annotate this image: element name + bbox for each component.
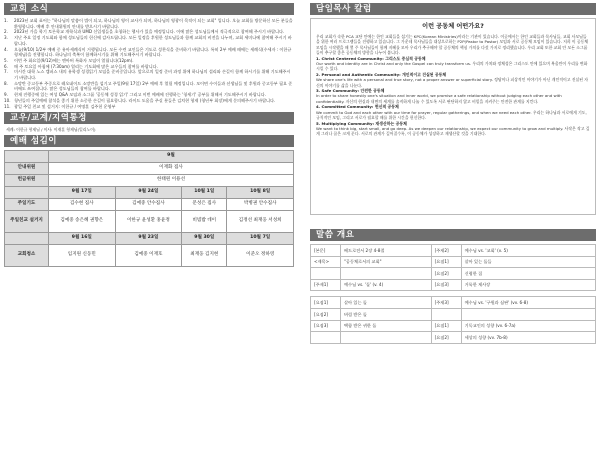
news-item-text: 미시간 대학 노스 캠퍼스 내의 유학생 성경읽기 모임을 준비중입니다. 앞으로의 일정 준비 과정 위에 하나님의 섭리와 손길이 함께 하시기를 위해 기도해주시기 바랍니다. [14, 69, 291, 81]
usher-label: 안내위원 [5, 162, 49, 174]
date-cell: 9월 30일 [182, 232, 227, 244]
news-item-text: 현재 진행중에 있는 여성 Q&A 모임과 소그룹 '공동체 성경 읽기' 그리고 이번 예배에 진행하는 '청세기' 공부를 위해서 기도해주시기 바랍니다. [14, 92, 266, 98]
sermon-key: [주제2] [431, 245, 461, 257]
news-item-text: 지난 주요 일정 기도회와 함께 성도님들의 헌신에 감사드립니다. 모든 일정을 후원한 성도님들과 함께 교회의 비전을 나누며, 교회 세미나에 참여해 주시기 바랍니다. [14, 35, 292, 46]
offering-value: 한태원 이용선 [49, 174, 294, 186]
sermon-value: 신령한 집 [461, 268, 595, 280]
sermon-key: [요점2] [311, 308, 341, 320]
sermon-value: 세상의 성향 (vv. 7b-8) [461, 332, 595, 344]
dishes-cell: 이한규 윤성환 홍윤정 [115, 210, 182, 232]
column-point-heading: 5. Multiplying Community: 재생산하는 공동체 [316, 120, 407, 126]
sermon-value: 살아 있는 돌 [341, 297, 432, 309]
news-list [4, 18, 294, 109]
members-header: 교우/교계/지역통정 [4, 112, 294, 124]
sermon-header: 말씀 개요 [310, 229, 596, 241]
news-item-number: 9. [4, 92, 8, 98]
sermon-row [311, 308, 596, 320]
sermon-key: [주제3] [431, 297, 461, 309]
column-point-heading: 4. Committed Community: 헌신적 공동체 [316, 104, 399, 110]
sermon-key: [요점3] [431, 279, 461, 291]
dishes-cell: 김정선 최재웅 서성희 [227, 210, 294, 232]
sermon-row [311, 256, 596, 268]
sermon-table [310, 244, 596, 344]
members-text: 세례: 이한규 형제님 / 이사: 이재훈 형제님(일리노이) [6, 127, 96, 133]
date-cell: 9월 17일 [49, 186, 116, 198]
sermon-value: 택함 받은 귀한 돌 [341, 320, 432, 332]
offering-label: 헌금위원 [5, 174, 49, 186]
news-item-text: 이번 주 화요일(9/12)에는 엔아버 특화자 모임이 열립니다(12pm). [14, 57, 134, 63]
column-point-text: Our worth and identity are in Christ and only the Gospel can truly transform us. 우리의 가치와 정체성은 그리스도 안에 있으며 복음만이 우리를 변화시킬 수 있다. [316, 61, 588, 72]
news-item [4, 18, 294, 29]
prayer-cell: 김예중 안수집사 [115, 198, 182, 210]
news-item-text: 2023년 가을 학기 토론학교 개학식과 UMD 신입생들을 초청하는 행사가 있을 예정입니다. 이에 많은 성도님들께서 적극적으로 참여해 주시기 바랍니다. [14, 29, 285, 35]
news-item-number: 7. [4, 69, 8, 75]
column-point-heading: 1. Christ Centered Community: 그리스도 중심적 공동체 [316, 55, 426, 61]
sermon-key: [요점2] [431, 268, 461, 280]
sermon-value: "공동체로서의 교회" [341, 256, 432, 268]
sermon-key: [요점1] [431, 256, 461, 268]
sermon-row [311, 279, 596, 291]
news-item-text: 매 주 토요일 아침에 (7:30am) 열리는 기도회에 많은 교우들의 참여를 바랍니다. [14, 63, 158, 69]
sermon-value [341, 268, 432, 280]
date-cell: 10월 1일 [182, 186, 227, 198]
schedule-blank [5, 186, 49, 198]
sermon-value: 기독교인의 성향 (vv. 6-7a) [461, 320, 595, 332]
prayer-cell: 박병권 안수집사 [227, 198, 294, 210]
dishes-cell: 비빔밥 데이 [182, 210, 227, 232]
prayer-cell: 문성은 집사 [182, 198, 227, 210]
sermon-key: [주제1] [311, 279, 341, 291]
sermon-key: [요점1] [431, 320, 461, 332]
column-point-text: We share one's life with a personal and true story, not a proper answer or superficial story. 정답이나 피상적인 이야기가 아닌 개인적이고 진실된 자신의 이야기를 삶을 나눈다. [316, 77, 588, 88]
news-item-number: 3. [4, 35, 8, 41]
cleaning-cell: 임지원 신동민 [49, 244, 116, 266]
sermon-value: 예수님 vs. '구원과 심판' (vv. 6-8) [461, 297, 595, 309]
date-cell: 9월 23일 [115, 232, 182, 244]
cleaning-label: 교회청소 [5, 244, 49, 266]
news-item-text: 광일 주일 친교 및 설거지: 이한규 / 여명훈 김주헌 운영부 [14, 103, 116, 109]
news-item-number: 5. [4, 57, 8, 63]
prayer-label: 주일기도 [5, 198, 49, 210]
date-cell: 10월 7일 [227, 232, 294, 244]
schedule-blank [5, 232, 49, 244]
column-header: 담임목사 칼럼 [310, 3, 596, 15]
schedule-corner [5, 150, 49, 162]
sermon-row [311, 268, 596, 280]
cleaning-cell: 김예중 이재호 [115, 244, 182, 266]
column-point-text: In order to share honestly one's situation and inner world, we promise a safe relationship without judging each other and with confidentiality. 자신의 현실과 내면의 세계를 솔직하게 나눌 수 있도록 서로 판단하지 않고 비밀을 지켜주는 안전한 관계를 지킨다. [316, 93, 562, 104]
cleaning-cell: 최재웅 김지현 [182, 244, 227, 266]
date-cell: 9월 16일 [49, 232, 116, 244]
sermon-row [311, 320, 596, 332]
news-item [4, 35, 294, 46]
sermon-value [461, 308, 595, 320]
column-heading: 이런 공동체 어떤가요? [422, 23, 484, 30]
date-cell: 10월 8일 [227, 186, 294, 198]
sermon-value: 예수님 vs. '돌' (v. 4) [341, 279, 432, 291]
sermon-row [311, 245, 596, 257]
sermon-value: 예수님 vs. '교회' (v. 5) [461, 245, 595, 257]
news-item-text: 청년들의 주일예배 참석을 좋기 위한 소중한 손길이 필요합니다. 라이드 도움을 주실 분들은 김치현 형제 (청년부 회장)에게 문의해주시기 바랍니다. [14, 97, 276, 103]
column-point-text: We want to think big, start small, and go deep. As we deepen our relationship, we expect our community to grow and multiply. 사작은 작고 깊게 그러나 꿈은 크게 꾼다. 서로의 관계가 깊어질수록, 이 공동체가 성장하고 재생산할 것을 기대한다. [316, 125, 590, 137]
schedule-header: 예배 섬김이 [4, 135, 294, 147]
news-item [4, 104, 294, 110]
cleaning-cell: 이준오 정하영 [227, 244, 294, 266]
news-item [4, 81, 294, 92]
sermon-value: 살아 있는 돌들 [461, 256, 595, 268]
dishes-label: 주일친교 설거지 [5, 210, 49, 232]
column-point-text: We commit to God and each other with our time for prayer, regular gatherings, and when we need each other. 우리는 하나님과 서로에게 기도, 규칙적인 모임, 그리고 서로가 필요할 때를 위한 시간을 헌신한다. [316, 109, 587, 121]
usher-value: 이재화 집사 [49, 162, 294, 174]
schedule-table [4, 150, 294, 267]
right-column [306, 0, 600, 463]
prayer-cell: 김수현 집사 [49, 198, 116, 210]
sermon-key: [본문] [311, 245, 341, 257]
news-item-number: 6. [4, 63, 8, 69]
news-item [4, 47, 294, 58]
sermon-key [431, 308, 461, 320]
sermon-key [311, 332, 341, 344]
dishes-cell: 김예중 송은혜 권향은 [49, 210, 116, 232]
column-point-heading: 2. Personal and Authentic Community: 개인적이고 진실된 공동체 [316, 71, 447, 77]
news-item-text: 소망반 중고등부 주중으로 레오네이드 소망반을 섬기고 주일(9월 17일) 2부 예배 후 열릴 예정입니다. 모이면 수이들과 선생님들 및 후원과 중고등부 필요 준비에도 쓰여집니다. 많은 성도님들의 참여를 바랍니다. [14, 80, 293, 92]
date-cell: 9월 24일 [115, 186, 182, 198]
news-item-number: 11. [4, 103, 11, 109]
news-item-number: 8. [4, 80, 8, 86]
sermon-value: 버림 받은 돌 [341, 308, 432, 320]
sermon-value [341, 332, 432, 344]
sermon-row [311, 297, 596, 309]
sermon-key [311, 268, 341, 280]
news-item-number: 2. [4, 29, 8, 35]
sermon-row [311, 332, 596, 344]
sermon-value: 거룩한 제사장 [461, 279, 595, 291]
column-box [310, 18, 596, 215]
news-item-text: 오늘(9/10) 1/2부 예배 중 유아세례식이 거행됩니다. 모든 수련 교인들은 기도로 성찬식을 준비하기 바랍니다. 특히 2부 예배 때에는 세례식(수세자 : 이한규 형제님)을 진행합니다. 하나님의 축복이 함께하시기를 위해 기도해주시기 바랍니다. [14, 46, 292, 58]
news-item [4, 69, 294, 80]
column-intro: 우리 교회가 속한 PCA 교단 안에는 한인 교회들을 섬기는 KPC(Korean Ministries)이라는 기관이 있습니다. 이곳에서는 한인 교회들과 목사님들, 교회 사모님들을 위한 여러 프로그램들을 진행하고 있습니다. 그 가운데 목사님들을 대상으로하는 P2P(Pastor to Pastor) 모임과 서로 공동체 모임이 있습니다. 저희 이 공동체 모임을 시작했을 때 몇 주 목사님들이 함께 지혜를 모아 우리가 추구해야 할 공동체의 핵심 가치를 다섯 가지로 정리했습니다. 우리 교회 또한 교회 안 모든 소그룹들이 추구할 좋은 공동체의 방향을 나누어 봅니다. [316, 34, 589, 56]
news-item-number: 4. [4, 46, 8, 52]
news-item-number: 1. [4, 18, 8, 23]
sermon-key: [요점3] [311, 320, 341, 332]
news-header: 교회 소식 [4, 3, 294, 15]
column-point-heading: 3. Safe Community: 안전한 공동체 [316, 88, 385, 94]
sermon-key: <제목> [311, 256, 341, 268]
sermon-key: [요점2] [431, 332, 461, 344]
news-item-number: 10. [4, 97, 11, 103]
sermon-key: [요점1] [311, 297, 341, 309]
sermon-value: 베드로전서 2장 4-8절 [341, 245, 432, 257]
schedule-month: 9월 [49, 150, 294, 162]
news-item-text: 2023년 교회 표어는 "하나님의 말씀이 법이 되고, 하나님의 영이 교사가 되며, 하나님의 영광이 목적이 되는 교회" 입니다. 오늘 교회를 방문하신 모든 분들을 환영합니다. 예배 후 안내위원의 안내를 받으시기 바랍니다. [14, 18, 293, 29]
